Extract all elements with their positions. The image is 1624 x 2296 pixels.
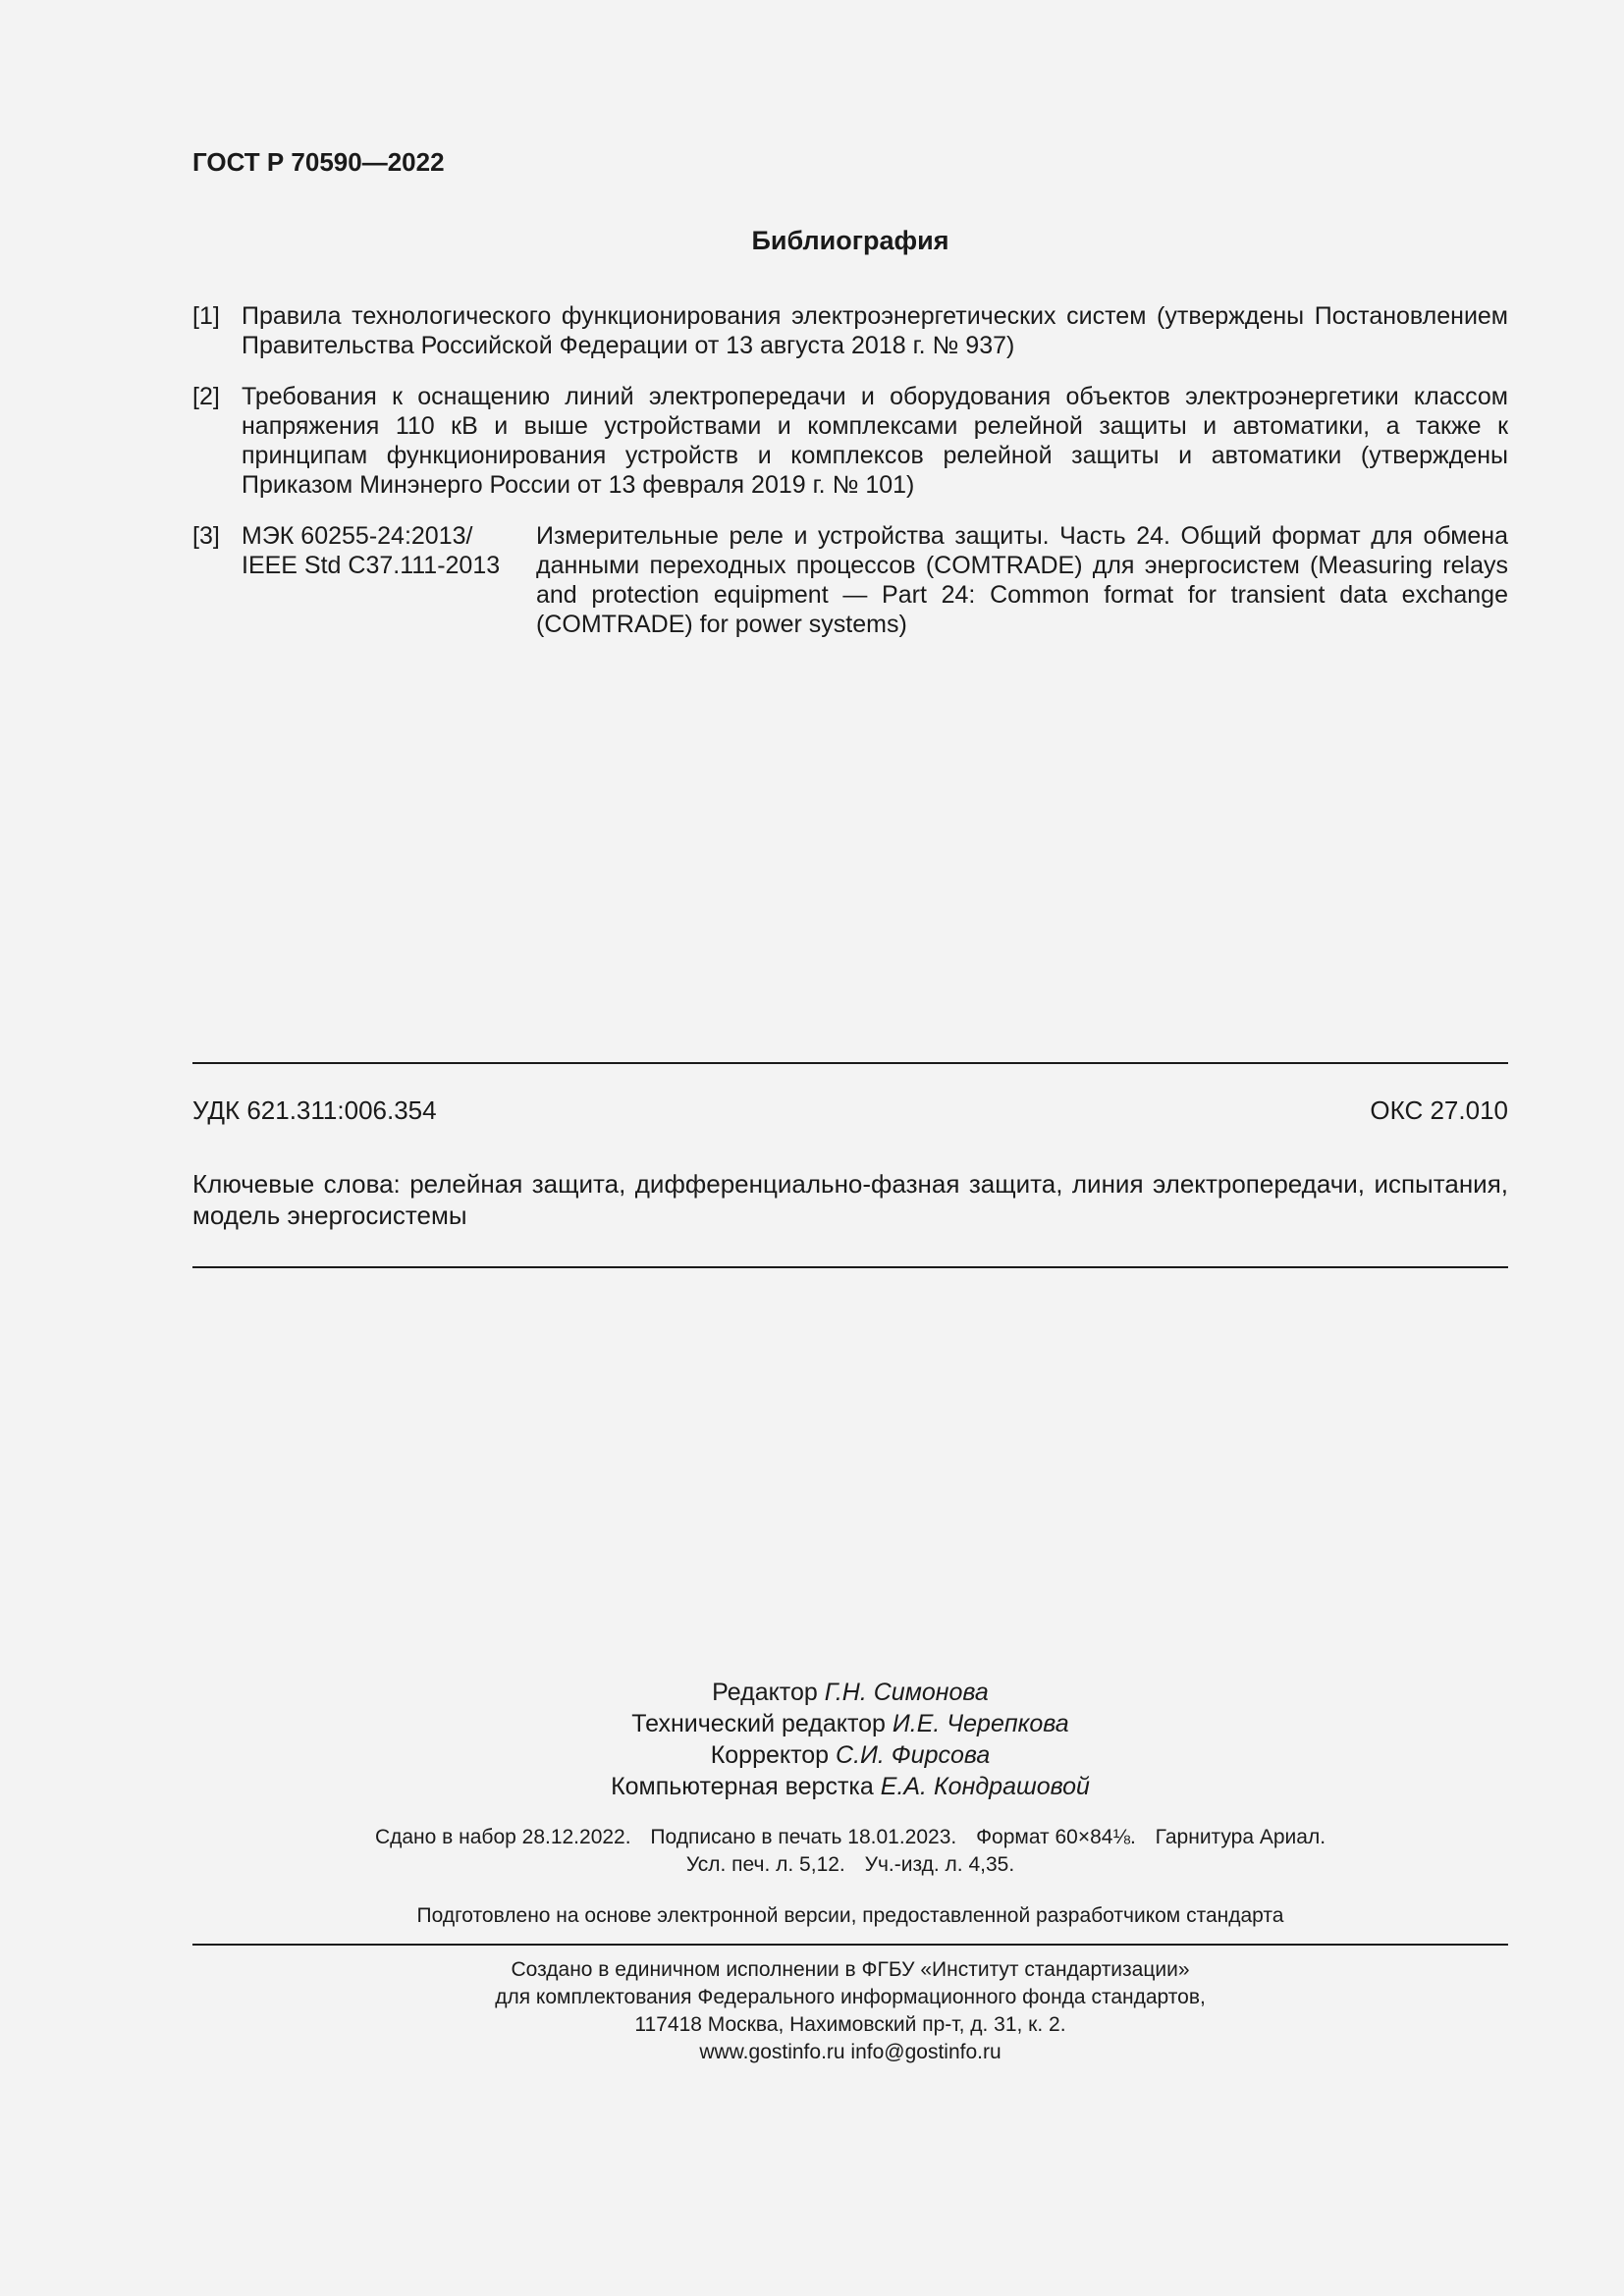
document-page [192,0,1508,2296]
divider-top [192,1062,1508,1064]
bibliography-item-number: [1] [192,302,220,330]
bibliography-item-text: Правила технологического функционирования электроэнергетических систем (утверждены Постановлением Правительства Российской Федерации от 13 августа 2018 г. № 937) [242,302,1508,359]
credit-name: Е.А. Кондрашовой [880,1773,1090,1800]
credit-line [192,1708,1508,1739]
reference-line: МЭК 60255-24:2013/ [242,522,473,550]
website-link[interactable]: www.gostinfo.ru [699,2041,845,2063]
credits-block [192,1677,1508,1802]
footer-block [192,1956,1508,2066]
bibliography-list [192,301,1508,661]
imprint-line [192,1824,1508,1851]
bibliography-title: Библиография [751,226,949,255]
bibliography-item [192,382,1508,500]
bibliography-item-text: Требования к оснащению линий электропередачи и оборудования объектов электроэнергетики классом напряжения 110 кВ и выше устройствами и комплексами релейной защиты и автоматики, а также к принципам функционирования устройств и комплексов релейной защиты и автоматики (утверждены Приказом Минэнерго России от 13 февраля 2019 г. № 101) [242,383,1508,499]
credit-line [192,1677,1508,1708]
bibliography-item-number: [2] [192,383,220,410]
bibliography-item-text: Измерительные реле и устройства защиты. Часть 24. Общий формат для обмена данными переходных процессов (COMTRADE) для энергосистем (Measuring relays and protection equipment — Part 24: Common format for transient data exchange (COMTRADE) for power systems) [536,522,1508,638]
oks-code: ОКС 27.010 [1370,1095,1508,1125]
reference-line: IEEE Std C37.111-2013 [242,552,501,579]
credit-line [192,1771,1508,1802]
divider-footer [192,1944,1508,1946]
prepared-note: Подготовлено на основе электронной версии, предоставленной разработчиком стандарта [416,1904,1284,1927]
imprint-typeset: Сдано в набор 28.12.2022. [374,1826,631,1848]
bibliography-item [192,521,1508,639]
imprint-signed: Подписано в печать 18.01.2023. [650,1826,957,1848]
credit-line [192,1739,1508,1771]
credit-role: Технический редактор [631,1710,886,1737]
credit-name: Г.Н. Симонова [824,1679,989,1706]
imprint-block [192,1824,1508,1879]
footer-line: Создано в единичном исполнении в ФГБУ «Институт стандартизации» [511,1958,1190,1981]
credit-role: Компьютерная верстка [611,1773,874,1800]
footer-line: для комплектования Федерального информационного фонда стандартов, [495,1986,1206,2008]
imprint-publ-sheets: Уч.-изд. л. 4,35. [864,1853,1015,1876]
bibliography-item-number: [3] [192,522,220,550]
bibliography-item [192,301,1508,360]
credit-name: С.И. Фирсова [836,1741,991,1769]
divider-keywords [192,1266,1508,1268]
imprint-print-sheets: Усл. печ. л. 5,12. [685,1853,845,1876]
imprint-format: Формат 60×84⅛. [976,1826,1136,1848]
imprint-font: Гарнитура Ариал. [1155,1826,1326,1848]
keywords: Ключевые слова: релейная защита, дифференциально-фазная защита, линия электропередачи, испытания, модель энергосистемы [192,1169,1508,1230]
credit-role: Редактор [712,1679,818,1706]
imprint-line [192,1851,1508,1879]
credit-name: И.Е. Черепкова [892,1710,1069,1737]
udk-code: УДК 621.311:006.354 [192,1095,437,1125]
footer-links [192,2039,1508,2066]
bibliography-item-reference [242,521,536,639]
credit-role: Корректор [710,1741,830,1769]
document-id: ГОСТ Р 70590—2022 [192,147,445,177]
footer-line: 117418 Москва, Нахимовский пр-т, д. 31, к. 2. [634,2013,1066,2036]
email-link[interactable]: info@gostinfo.ru [850,2041,1001,2063]
